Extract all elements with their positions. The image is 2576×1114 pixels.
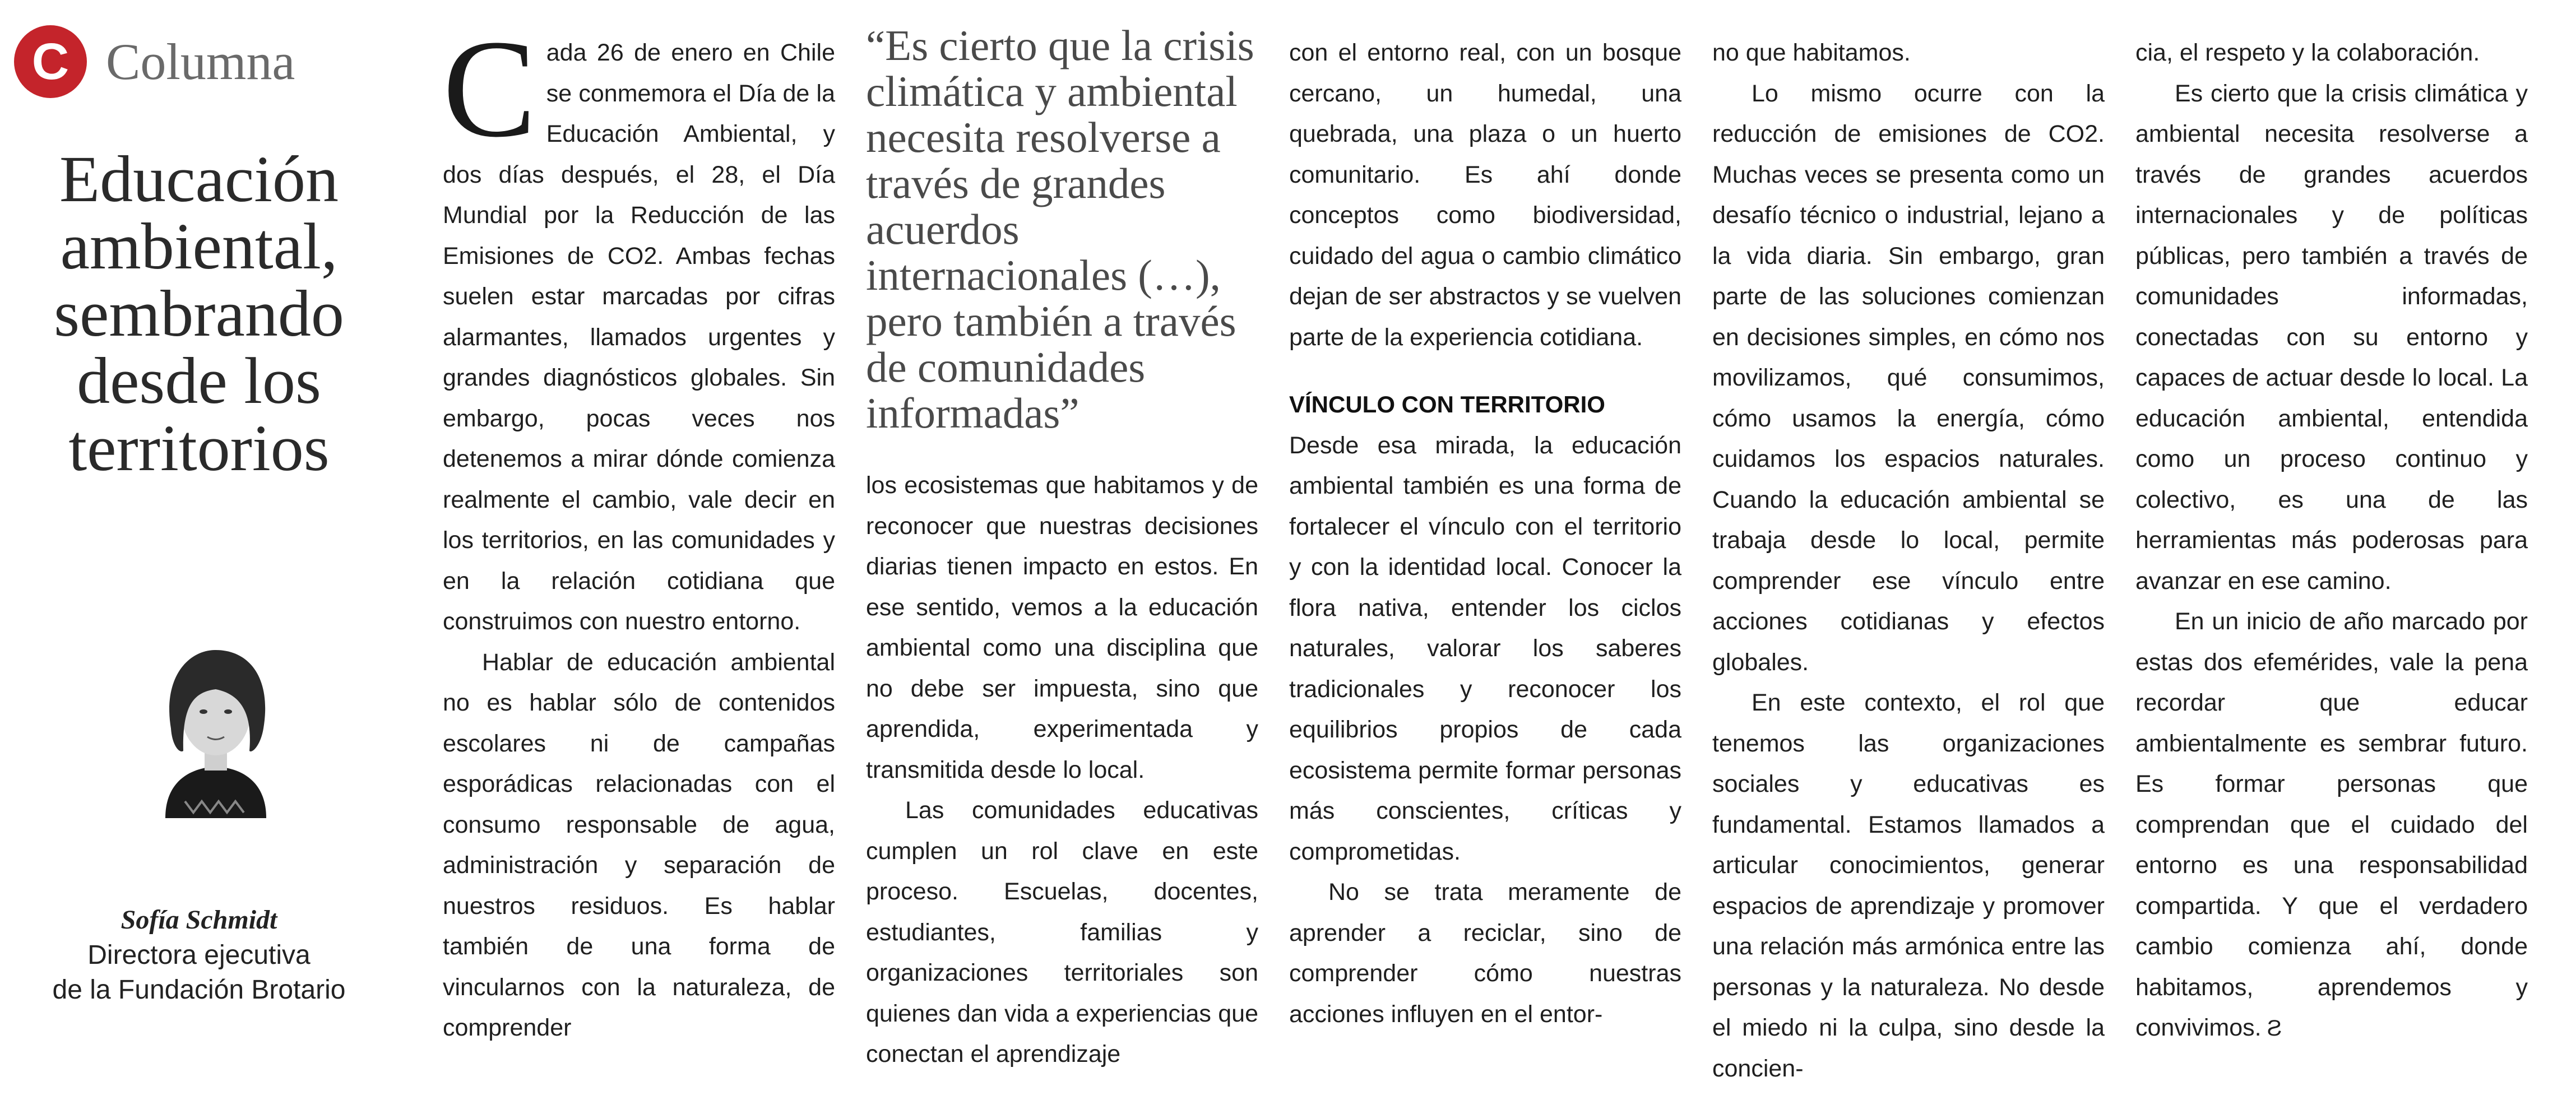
headline-line: Educación [59, 142, 339, 216]
paragraph: Lo mismo ocurre con la reducción de emisiones de CO2. Muchas veces se presenta como un desafío técnico o industrial, lejano a la vida diaria. Sin embargo, gran parte de las soluciones comienzan en decisiones simples, en cómo nos movilizamos, qué consumimos, cómo usamos la energía, cómo cuidamos los espacios naturales. Cuando la educación ambiental se trabaja desde lo local, permite comprender ese vínculo entre acciones cotidianas y efectos globales. [1712, 80, 2105, 676]
headline [14, 142, 384, 485]
article-column-3 [1289, 33, 1681, 1034]
headline-line: territorios [68, 411, 330, 485]
paragraph: los ecosistemas que habitamos y de reconocer que nuestras decisiones diarias tienen impacto en estos. En ese sentido, vemos a la educación ambiental como una disciplina que no debe ser impuesta, sino que aprendida, experimentada y transmitida desde lo local. [866, 472, 1258, 783]
headline-line: ambiental, [60, 210, 338, 283]
author-name: Sofía Schmidt [121, 905, 277, 935]
headline-line: sembrando [54, 277, 344, 350]
paragraph: Las comunidades educativas cumplen un rol clave en este proceso. Escuelas, docentes, estudiantes, familias y organizaciones territoriales son quienes dan vida a experiencias que conectan el aprendizaje [866, 797, 1258, 1067]
article-column-4 [1712, 33, 2105, 1089]
paragraph: Desde esa mirada, la educación ambiental también es una forma de fortalecer el vínculo con el territorio y con la identidad local. Conocer la flora nativa, entender los ciclos naturales, valorar los saberes tradicionales y reconocer los equilibrios propios de cada ecosistema permite formar personas más conscientes, críticas y comprometidas. [1289, 431, 1681, 865]
section-badge: C [14, 25, 87, 98]
paragraph: no que habitamos. [1712, 39, 1911, 66]
author-credit [14, 902, 384, 1008]
paragraph: Hablar de educación ambiental no es hablar sólo de contenidos escolares ni de campañas esporádicas relacionadas con el consumo responsable de agua, administración y separación de nuestros residuos. Es hablar también de una forma de vincularnos con la naturaleza, de comprender [443, 648, 835, 1041]
paragraph: En este contexto, el rol que tenemos las organizaciones sociales y educativas es fundamental. Estamos llamados a articular conocimientos, generar espacios de aprendizaje y promover una relación más armónica entre las personas y la naturaleza. No desde el miedo ni la culpa, sino desde la concien- [1712, 689, 2105, 1082]
paragraph: ada 26 de enero en Chile se conmemora el Día de la Educación Ambiental, y dos días después, el 28, el Día Mundial por la Reducción de las Emisiones de CO2. Ambas fechas suelen estar marcadas por cifras alarmantes, llamados urgentes y grandes diagnósticos globales. Sin embargo, pocas veces nos detenemos a mirar dónde comienza realmente el cambio, vale decir en los territorios, en las comunidades y en la relación cotidiana que construimos con nuestro entorno. [443, 39, 835, 635]
drop-cap: C [443, 11, 536, 166]
paragraph [2135, 601, 2528, 1049]
author-role: Directora ejecutiva [87, 940, 311, 970]
column-sidebar [14, 17, 384, 1104]
end-mark-icon: Ƨ [2267, 1016, 2282, 1041]
article-column-1 [443, 11, 835, 1048]
paragraph: con el entorno real, con un bosque cercano, un humedal, una quebrada, una plaza o un huerto comunitario. Es ahí donde conceptos como biodiversidad, cuidado del agua o cambio climático dejan de ser abstractos y se vuelven parte de la experiencia cotidiana. [1289, 39, 1681, 351]
paragraph: Es cierto que la crisis climática y ambiental necesita resolverse a través de grandes acuerdos internacionales y de políticas públicas, pero también a través de comunidades informadas, conectadas con su entorno y capaces de actuar desde lo local. La educación ambiental, entendida como un proceso continuo y colectivo, es una de las herramientas más poderosas para avanzar en ese camino. [2135, 80, 2528, 595]
section-name: Columna [106, 33, 295, 90]
paragraph-text: En un inicio de año marcado por estas dos efemérides, vale la pena recordar que educar ambientalmente es sembrar futuro. Es formar personas que comprendan que el cuidado del entorno es una responsabilidad compartida. Y que el verdadero cambio comienza ahí, donde habitamos, aprendemos y convivimos. [2135, 608, 2528, 1041]
article-column-2 [866, 465, 1258, 1075]
section-header [14, 17, 384, 106]
paragraph: cia, el respeto y la colaboración. [2135, 39, 2480, 66]
paragraph: No se trata meramente de aprender a reciclar, sino de comprender cómo nuestras acciones influyen en el entor- [1289, 879, 1681, 1028]
subheading: VÍNCULO CON TERRITORIO [1289, 391, 1605, 417]
author-organization: de la Fundación Brotario [52, 975, 346, 1005]
author-portrait [132, 633, 300, 824]
pull-quote: “Es cierto que la crisis climática y ambiental necesita resolverse a través de grandes acuerdos internacionales (…), pero también a través de comunidades informadas” [866, 21, 1254, 437]
article-column-5 [2135, 33, 2528, 1049]
headline-line: desde los [77, 344, 321, 417]
